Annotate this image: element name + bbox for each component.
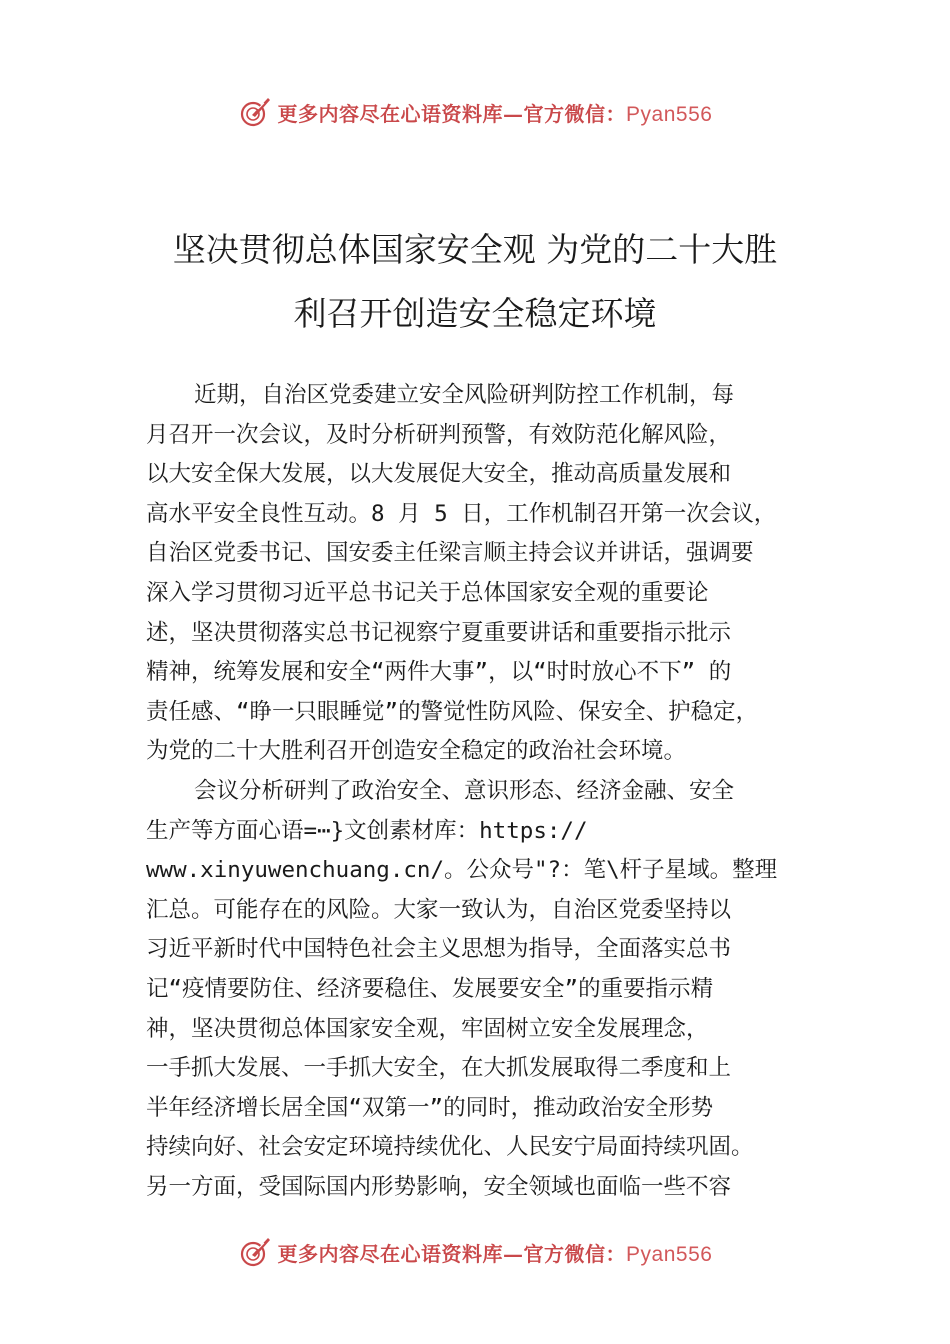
body-line: 习近平新时代中国特色社会主义思想为指导，全面落实总书	[146, 936, 732, 963]
watermark-wechat-id: Pyan556	[626, 102, 713, 126]
header-watermark	[0, 92, 950, 132]
body-line: 自治区党委书记、国安委主任梁言顺主持会议并讲话，强调要	[146, 540, 754, 567]
document-body	[146, 376, 826, 1207]
body-line: 神，坚决贯彻总体国家安全观，牢固树立安全发展理念，	[146, 1015, 709, 1042]
body-line: 一手抓大发展、一手抓大安全，在大抓发展取得二季度和上	[146, 1055, 732, 1082]
body-line: 以大安全保大发展，以大发展促大安全，推动高质量发展和	[146, 461, 732, 488]
watermark-text: 更多内容尽在心语资料库—官方微信：Pyan556	[277, 1241, 713, 1266]
title-line-2: 利召开创造安全稳定环境	[293, 294, 657, 333]
body-line: www.xinyuwenchuang.cn/。公众号"?：笔\杆子星域。整理	[146, 857, 778, 884]
document-title	[100, 218, 850, 346]
body-line: 生产等方面心语=⋯}文创素材库：https://	[146, 817, 588, 844]
body-line: 述，坚决贯彻落实总书记视察宁夏重要讲话和重要指示批示	[146, 619, 732, 646]
footer-watermark	[0, 1232, 950, 1272]
body-line: 汇总。可能存在的风险。大家一致认为，自治区党委坚持以	[146, 896, 732, 923]
body-line: 月召开一次会议，及时分析研判预警，有效防范化解风险，	[146, 421, 732, 448]
body-line: 持续向好、社会安定环境持续优化、人民安宁局面持续巩固。	[146, 1134, 754, 1161]
watermark-text: 更多内容尽在心语资料库—官方微信：Pyan556	[277, 101, 713, 126]
body-line: 精神，统筹发展和安全“两件大事”，以“时时放心不下” 的	[146, 659, 732, 686]
title-line-1: 坚决贯彻总体国家安全观 为党的二十大胜	[172, 230, 778, 269]
body-line: 另一方面，受国际国内形势影响，安全领域也面临一些不容	[146, 1173, 732, 1200]
body-line: 责任感、“睁一只眼睡觉”的警觉性防风险、保安全、护稳定，	[146, 698, 759, 725]
body-line: 半年经济增长居全国“双第一”的同时，推动政治安全形势	[146, 1094, 714, 1121]
body-line: 深入学习贯彻习近平总书记关于总体国家安全观的重要论	[146, 579, 709, 606]
body-line: 近期，自治区党委建立安全风险研判防控工作机制，每	[194, 382, 735, 408]
body-line: 会议分析研判了政治安全、意识形态、经济金融、安全	[194, 777, 735, 804]
body-line: 为党的二十大胜利召开创造安全稳定的政治社会环境。	[146, 738, 687, 765]
watermark-wechat-id: Pyan556	[626, 1242, 713, 1266]
body-line: 高水平安全良性互动。8 月 5 日，工作机制召开第一次会议，	[146, 500, 777, 527]
body-line: 记“疫情要防住、经济要稳住、发展要安全”的重要指示精	[146, 975, 714, 1002]
quill-seal-icon	[238, 95, 272, 129]
quill-seal-icon	[238, 1235, 272, 1269]
